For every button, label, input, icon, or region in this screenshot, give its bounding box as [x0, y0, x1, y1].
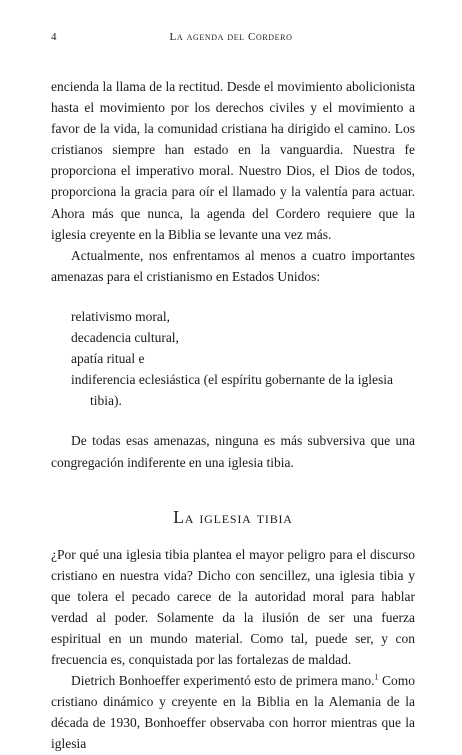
- paragraph-threats-intro: Actualmente, nos enfrentamos al menos a cuatro importantes amenazas para el cristianismo en Estados Unidos:: [51, 247, 415, 284]
- paragraph-subversive: De todas esas amenazas, ninguna es más subversiva que una congregación indiferente en una iglesia tibia.: [51, 433, 415, 470]
- paragraph-bonhoeffer-start: Dietrich Bonhoeffer experimentó esto de primera mano.: [71, 673, 375, 689]
- list-item: relativismo moral,: [71, 308, 170, 324]
- page-number: 4: [51, 31, 57, 43]
- page-body: [51, 76, 415, 755]
- section-heading: La iglesia tibia: [173, 506, 293, 527]
- list-item: decadencia cultural,: [71, 330, 179, 346]
- paragraph-lukewarm-church: ¿Por qué una iglesia tibia plantea el mayor peligro para el discurso cristiano en nuestra vida? Dicho con sencillez, una iglesia tibia y que tolera el pecado carece de la autoridad moral para hablar verdad al poder. Solamente da la ilusión de ser una fuerza espiritual en un mundo material. Como tal, puede ser, y con frecuencia es, conquistada por las fortalezas de maldad.: [51, 546, 415, 668]
- threats-list: [71, 306, 415, 411]
- list-item: apatía ritual e: [71, 351, 145, 367]
- list-item: indiferencia eclesiástica (el espíritu gobernante de la iglesia tibia).: [71, 372, 393, 409]
- running-header: [51, 31, 411, 47]
- running-title: La agenda del Cordero: [169, 31, 293, 43]
- paragraph-continuation: encienda la llama de la rectitud. Desde el movimiento abolicionista hasta el movimiento por los derechos civiles y el movimiento a favor de la vida, la comunidad cristiana ha dirigido el camino. Los cristianos siempre han estado en la vanguardia. Nuestra fe proporciona el imperativo moral. Nuestro Dios, el Dios de todos, proporciona la gracia para oír el llamado y la valentía para actuar. Ahora más que nunca, la agenda del Cordero requiere que la iglesia creyente en la Biblia se levante una vez más.: [51, 79, 415, 242]
- paragraph-bonhoeffer: [51, 670, 415, 754]
- paragraph-bonhoeffer-end: Como cristiano dinámico y creyente en la Biblia en la Alemania de la década de 1930, Bonhoeffer observaba con horror mientras que la iglesia: [51, 673, 415, 752]
- footnote-marker[interactable]: 1: [374, 672, 379, 682]
